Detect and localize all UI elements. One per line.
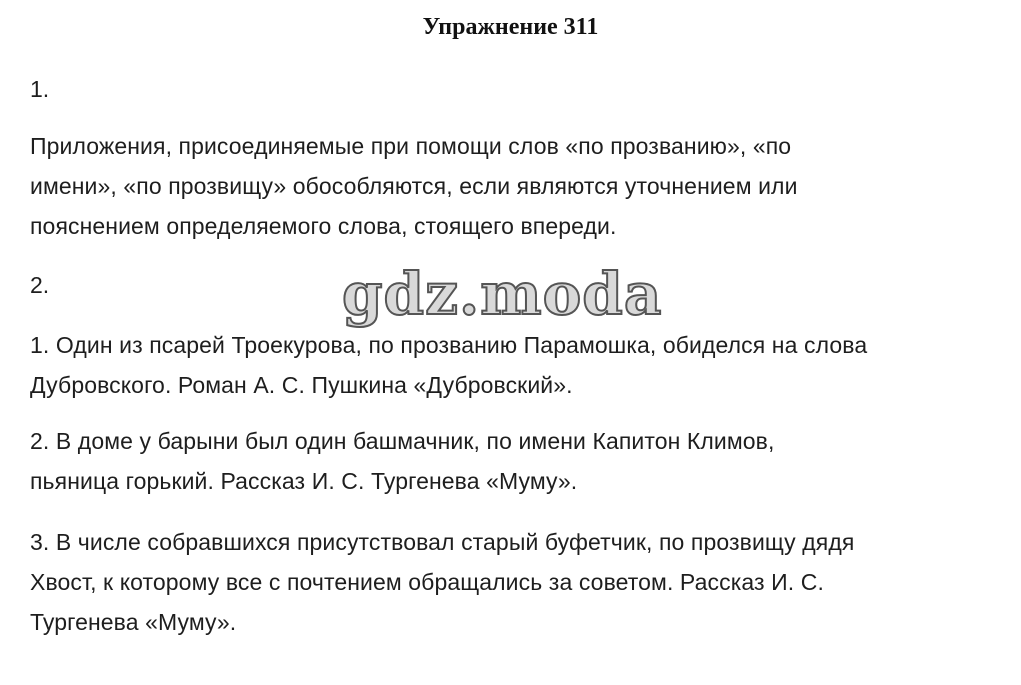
section-number-1: 1. [30, 76, 50, 102]
section-number-2: 2. [30, 272, 50, 298]
paragraph-line: 1. Один из псарей Троекурова, по прозванию Парамошка, обиделся на слова [30, 332, 868, 358]
section2-item-1 [30, 325, 1005, 405]
paragraph-line: 2. В доме у барыни был один башмачник, по имени Капитон Климов, [30, 428, 775, 454]
paragraph-line: 3. В числе собравшихся присутствовал старый буфетчик, по прозвищу дядя [30, 529, 855, 555]
paragraph-line: Хвост, к которому все с почтением обращались за советом. Рассказ И. С. [30, 569, 824, 595]
paragraph-line: пояснением определяемого слова, стоящего впереди. [30, 213, 617, 239]
section1-paragraph [30, 126, 1005, 246]
paragraph-line: Дубровского. Роман А. С. Пушкина «Дубровский». [30, 372, 573, 398]
paragraph-line: пьяница горький. Рассказ И. С. Тургенева «Муму». [30, 468, 578, 494]
paragraph-line: имени», «по прозвищу» обособляются, если являются уточнением или [30, 173, 798, 199]
section2-item-2 [30, 421, 1005, 501]
paragraph-line: Тургенева «Муму». [30, 609, 237, 635]
section2-item-3 [30, 522, 1005, 642]
exercise-title: Упражнение 311 [422, 14, 599, 40]
paragraph-line: Приложения, присоединяемые при помощи слов «по прозванию», «по [30, 133, 792, 159]
watermark-logo: gdz.moda [342, 260, 663, 328]
